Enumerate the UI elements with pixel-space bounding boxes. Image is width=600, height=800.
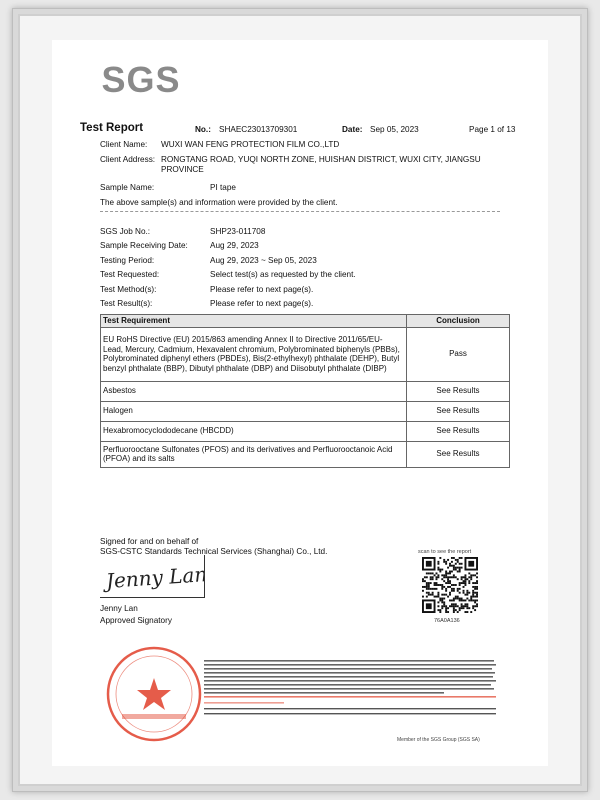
report-date-label: Date: <box>342 125 363 134</box>
qr-code-id: 76A0A136 <box>434 618 460 624</box>
signatory-name: Jenny Lan <box>100 604 138 613</box>
qr-code[interactable] <box>421 557 479 613</box>
receiving-date-value: Aug 29, 2023 <box>210 241 259 250</box>
receiving-date-label: Sample Receiving Date: <box>100 241 188 250</box>
client-address-line2: PROVINCE <box>161 165 204 174</box>
testing-period-value: Aug 29, 2023 ~ Sep 05, 2023 <box>210 256 317 265</box>
sgs-group-member: Member of the SGS Group (SGS SA) <box>397 737 480 743</box>
conclusion-cell: See Results <box>407 441 510 467</box>
conclusion-cell: See Results <box>407 381 510 401</box>
testing-period-label: Testing Period: <box>100 256 155 265</box>
job-label: SGS Job No.: <box>100 227 151 236</box>
requirement-cell: Hexabromocyclododecane (HBCDD) <box>101 421 407 441</box>
sample-name-label: Sample Name: <box>100 183 155 192</box>
table-row <box>101 441 510 467</box>
client-address-label: Client Address: <box>100 155 156 164</box>
signature-script: Jenny Lan <box>105 562 204 594</box>
test-requested-label: Test Requested: <box>100 270 160 279</box>
conclusion-cell: Pass <box>407 327 510 381</box>
test-method-value: Please refer to next page(s). <box>210 285 314 294</box>
signed-for-text: Signed for and on behalf of <box>100 537 199 546</box>
conclusion-cell: See Results <box>407 401 510 421</box>
handwritten-signature <box>100 555 204 597</box>
conclusion-cell: See Results <box>407 421 510 441</box>
report-date-value: Sep 05, 2023 <box>370 125 419 134</box>
page-number: Page 1 of 13 <box>469 125 516 134</box>
report-title: Test Report <box>80 122 144 134</box>
test-requested-value: Select test(s) as requested by the client. <box>210 270 356 279</box>
signatory-title: Approved Signatory <box>100 616 172 625</box>
requirement-cell: EU RoHS Directive (EU) 2015/863 amending Annex II to Directive 2011/65/EU- Lead, Mercury, Cadmium, Hexavalent chromium, Polybrominated biphenyls (PBBs), Polybrominated diphenyl ethers (PBDEs), Bis(2-ethylhexyl) phthalate (DEHP), Butyl benzyl phthalate (BBP), Dibutyl phthalate (DBP) and Diisobutyl phthalate (DIBP) <box>101 327 407 381</box>
official-seal <box>100 640 208 748</box>
sgs-logo-text: SGS <box>101 59 181 100</box>
sgs-logo <box>101 58 181 102</box>
table-header-row <box>101 315 510 328</box>
header-conclusion: Conclusion <box>407 315 510 328</box>
requirement-cell: Asbestos <box>101 381 407 401</box>
report-page <box>52 40 548 766</box>
divider <box>100 211 500 212</box>
test-result-label: Test Result(s): <box>100 299 153 308</box>
table-row <box>101 401 510 421</box>
report-no-label: No.: <box>195 125 211 134</box>
client-address-line1: RONGTANG ROAD, YUQI NORTH ZONE, HUISHAN DISTRICT, WUXI CITY, JIANGSU <box>161 155 481 164</box>
signature-box <box>100 555 205 598</box>
results-table <box>100 314 510 468</box>
signing-company: SGS-CSTC Standards Technical Services (Shanghai) Co., Ltd. <box>100 547 328 556</box>
sample-name-value: PI tape <box>210 183 236 192</box>
test-method-label: Test Method(s): <box>100 285 157 294</box>
client-name-label: Client Name: <box>100 140 148 149</box>
sample-note: The above sample(s) and information were provided by the client. <box>100 198 338 207</box>
table-row <box>101 421 510 441</box>
table-row <box>101 381 510 401</box>
requirement-cell: Perfluorooctane Sulfonates (PFOS) and its derivatives and Perfluorooctanoic Acid (PFOA) and its salts <box>101 441 407 467</box>
client-name-value: WUXI WAN FENG PROTECTION FILM CO.,LTD <box>161 140 340 149</box>
qr-caption: scan to see the report <box>418 549 472 555</box>
terms-fine-print <box>204 658 504 716</box>
test-result-value: Please refer to next page(s). <box>210 299 314 308</box>
job-value: SHP23-011708 <box>210 227 266 236</box>
requirement-cell: Halogen <box>101 401 407 421</box>
table-row <box>101 327 510 381</box>
report-no-value: SHAEC23013709301 <box>219 125 298 134</box>
header-test-requirement: Test Requirement <box>101 315 407 328</box>
